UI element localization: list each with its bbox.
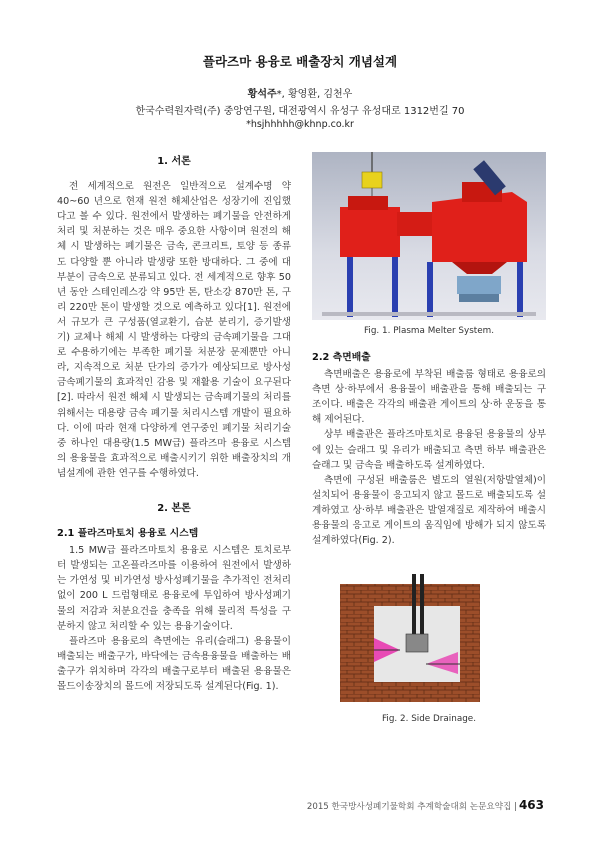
figure-1-caption: Fig. 1. Plasma Melter System. xyxy=(363,326,495,336)
right-column xyxy=(312,350,546,548)
subsection-2-1-paragraph-1: 1.5 MW급 플라즈마토치 용융로 시스템은 토치로부터 발생되는 고온플라즈마를 이용하여 원전에서 발생하는 가연성 및 비가연성 방사성폐기물을 추가적인 전처리 없이 200 L 드럼형태로 용융로에 투입하여 방사성폐기물의 저감과 처분요건을 충족을 위해 물리적 특성을 구분하지 않고 처리할 수 있는 용융기술이다. xyxy=(57,545,291,632)
footer-text: 2015 한국방사성폐기물학회 추계학술대회 논문요약집 | xyxy=(306,802,517,812)
paper-title: 플라즈마 용융로 배출장치 개념설계 xyxy=(202,54,398,69)
figure-1-plasma-melter xyxy=(312,152,546,320)
subsection-2-2-paragraph-1: 측면배출은 용융로에 부착된 배출룸 형태로 용융로의 측면 상·하부에서 용융물이 배출관을 통해 배출되는 구조이다. 배출은 각각의 배출관 게이트의 상·하 운동을 통해 제어된다. xyxy=(312,369,546,426)
left-column xyxy=(57,150,291,694)
email: *hsjhhhhh@khnp.co.kr xyxy=(246,119,354,130)
subsection-2-1-title: 2.1 플라즈마토치 용융로 시스템 xyxy=(57,528,199,540)
page-footer xyxy=(307,798,544,812)
plasma-melter-illustration xyxy=(312,152,546,320)
subsection-2-2-paragraph-2: 상부 배출관은 플라즈마토치로 용융된 용융물의 상부에 있는 슬래그 및 유리가 배출되고 측면 하부 배출관은 슬래그 및 금속을 배출하도록 설계하였다. xyxy=(312,429,546,471)
author-main: 황석주 xyxy=(247,89,277,100)
figure-2-caption: Fig. 2. Side Drainage. xyxy=(381,714,477,724)
page-number: 463 xyxy=(518,798,544,812)
section-body-title: 2. 본론 xyxy=(157,502,191,514)
subsection-2-2-title: 2.2 측면배출 xyxy=(312,352,371,363)
figure-2-side-drainage xyxy=(340,574,520,704)
intro-paragraph: 전 세계적으로 원전은 일반적으로 설계수명 약 40~60 년으로 현재 원전 해체산업은 성장기에 진입했다고 볼 수 있다. 원전에서 발생하는 폐기물을 안전하게 처리 및 처분하는 것은 매우 중요한 사항이며 원전의 해체 시 발생하는 폐기물은 금속, 콘크리트, 토양 등 종류도 다양할 뿐 아니라 발생량 또한 방대하다. 그 중에 대부분이 금속으로 분류되고 있다. 전 세계적으로 향후 50 년 동안 스테인레스강 약 95만 톤, 탄소강 870만 톤, 구리 220만 톤이 발생할 것으로 예측하고 있다[1]. 원전에서 규모가 큰 구성품(열교환기, 습분 분리기, 증기발생기) 교체나 해체 시 발생하는 다량의 금속폐기물을 그대로 수용하기에는 부족한 폐기물 처분장 문제뿐만 아니라, 지속적으로 처분 단가의 증가가 예상되므로 방사성 금속폐기물의 효과적인 감용 및 재활용 기술이 요구된다[2]. 따라서 원전 해체 시 발생되는 금속폐기물의 처리를 위해서는 대용량 금속 폐기물 처리시스템 개발이 필요하다. 이에 따라 현재 다양하게 연구중인 폐기물 처리기술중 하나인 대용량(1.5 MW급) 플라즈마 용융로 시스템의 용융물을 효과적으로 배출시키기 위한 배출장치의 개념설계에 관한 연구를 수행하였다. xyxy=(57,181,291,479)
authors xyxy=(0,85,600,100)
section-intro-title: 1. 서론 xyxy=(157,156,191,167)
subsection-2-2-paragraph-3: 측면에 구성된 배출룸은 별도의 열원(저항발열체)이 설치되어 용융물이 응고되지 않고 몰드로 배출되도록 설계하였고 상·하부 배출관은 발열재질로 제작하여 배출시 용융물의 응고로 게이트의 움직임에 방해가 되지 않도록 설계하였다(Fig. 2). xyxy=(312,474,546,547)
author-rest: *, 황영환, 김천우 xyxy=(276,89,353,100)
subsection-2-1-paragraph-2: 플라즈마 용융로의 측면에는 유리(슬래그) 용융물이 배출되는 배출구가, 바닥에는 금속용융물을 배출하는 배출구가 위치하며 각각의 배출구로부터 배출된 용융물은 몰드이송장치의 몰드에 저장되도록 설계된다(Fig. 1). xyxy=(57,635,291,692)
side-drainage-illustration xyxy=(340,574,520,704)
affiliation: 한국수력원자력(주) 중앙연구원, 대전광역시 유성구 유성대로 1312번길 70 xyxy=(135,106,465,117)
